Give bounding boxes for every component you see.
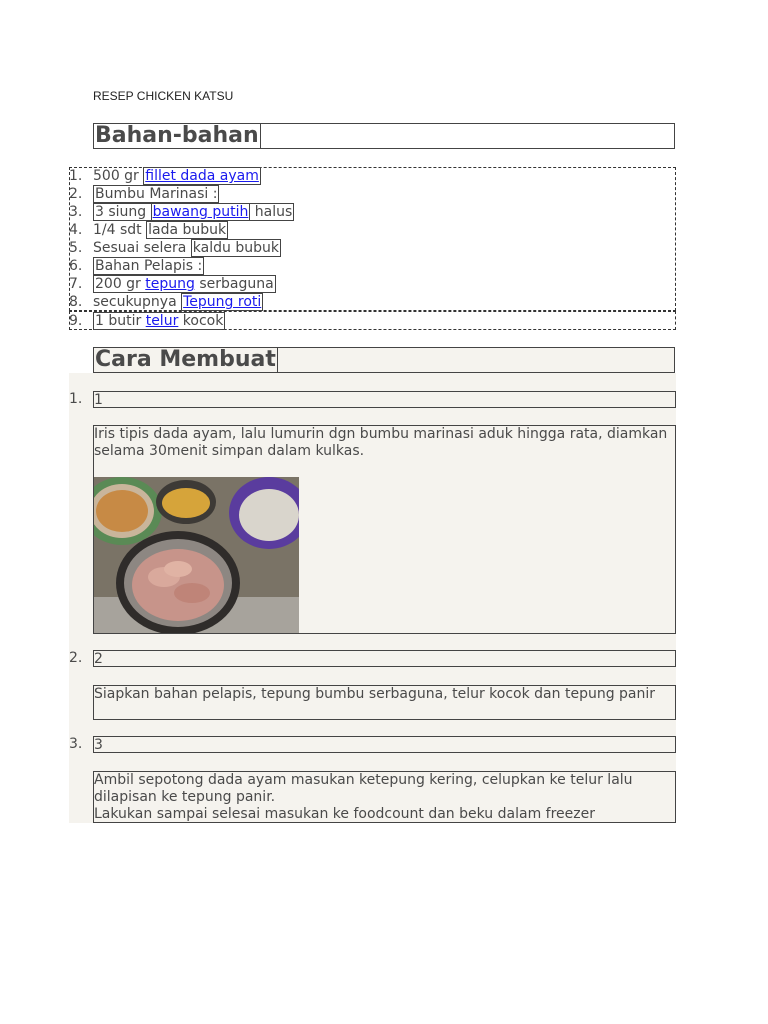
ingredient-text: lada bubuk — [148, 222, 227, 238]
step-number-row-1 — [69, 391, 676, 409]
list-number: 3. — [69, 736, 83, 752]
list-number: 4. — [69, 222, 83, 238]
step-number-row-2 — [69, 650, 676, 668]
ingredient-item-9 — [69, 312, 225, 330]
ingredient-link-telur[interactable]: telur — [145, 313, 179, 329]
step-body-1 — [93, 425, 676, 634]
ingredient-item-6 — [69, 257, 204, 275]
ingredient-text: Bumbu Marinasi : — [95, 186, 218, 202]
step-body-3 — [93, 771, 676, 823]
ingredient-text: kaldu bubuk — [192, 240, 279, 256]
step-text: Ambil sepotong dada ayam masukan ketepung kering, celupkan ke telur lalu dilapisan ke tepung panir. — [94, 772, 633, 805]
ingredient-text: 3 siung — [95, 204, 151, 220]
list-number: 6. — [69, 258, 83, 274]
ingredient-text: kocok — [178, 313, 224, 329]
step-number-row-3 — [69, 736, 676, 754]
ingredient-item-4 — [69, 221, 228, 239]
ingredient-link-fillet[interactable]: fillet dada ayam — [145, 168, 259, 184]
ingredient-text: 1/4 sdt — [93, 222, 147, 238]
step-label-bar — [93, 736, 676, 753]
step-label: 3 — [94, 737, 103, 753]
ingredient-text: 1 butir — [95, 313, 146, 329]
ingredient-text: serbaguna — [194, 276, 274, 292]
document-title: RESEP CHICKEN KATSU — [93, 89, 234, 103]
step-text: Iris tipis dada ayam, lalu lumurin dgn bumbu marinasi aduk hingga rata, diamkan selama 30menit simpan dalam kulkas. — [94, 426, 668, 459]
food-photo-image — [94, 477, 299, 633]
cara-heading-box — [93, 347, 675, 373]
bahan-heading: Bahan-bahan — [95, 123, 259, 148]
step-text: Lakukan sampai selesai masukan ke foodcount dan beku dalam freezer — [94, 806, 595, 822]
list-number: 1. — [69, 391, 83, 407]
ingredient-item-7 — [69, 275, 276, 293]
ingredient-text: Bahan Pelapis : — [95, 258, 203, 274]
ingredient-item-3 — [69, 203, 294, 221]
step-label: 1 — [94, 392, 103, 408]
list-number: 5. — [69, 240, 83, 256]
step-photo — [94, 477, 299, 633]
ingredient-item-5 — [69, 239, 281, 257]
ingredient-text: Sesuai selera — [93, 240, 191, 256]
ingredient-item-2 — [69, 185, 219, 203]
ingredient-item-1 — [69, 167, 261, 185]
list-number: 8. — [69, 294, 83, 310]
ingredient-text: 200 gr — [95, 276, 146, 292]
list-number: 3. — [69, 204, 83, 220]
step-label-bar — [93, 391, 676, 408]
ingredient-text: halus — [250, 204, 293, 220]
ingredient-link-tepung[interactable]: tepung — [145, 276, 195, 292]
cara-heading: Cara Membuat — [95, 347, 276, 372]
step-body-2 — [93, 685, 676, 720]
list-number: 2. — [69, 650, 83, 666]
bahan-heading-box — [93, 123, 675, 149]
ingredient-link-bawang[interactable]: bawang putih — [152, 204, 249, 220]
ingredient-text: secukupnya — [93, 294, 182, 310]
list-number: 9. — [69, 313, 83, 329]
ingredient-item-8 — [69, 293, 263, 311]
ingredient-text: 500 gr — [93, 168, 144, 184]
step-label-bar — [93, 650, 676, 667]
list-number: 7. — [69, 276, 83, 292]
list-number: 1. — [69, 168, 83, 184]
step-label: 2 — [94, 651, 103, 667]
ingredient-link-tepung-roti[interactable]: Tepung roti — [183, 294, 262, 310]
step-text: Siapkan bahan pelapis, tepung bumbu serbaguna, telur kocok dan tepung panir — [94, 686, 656, 702]
list-number: 2. — [69, 186, 83, 202]
